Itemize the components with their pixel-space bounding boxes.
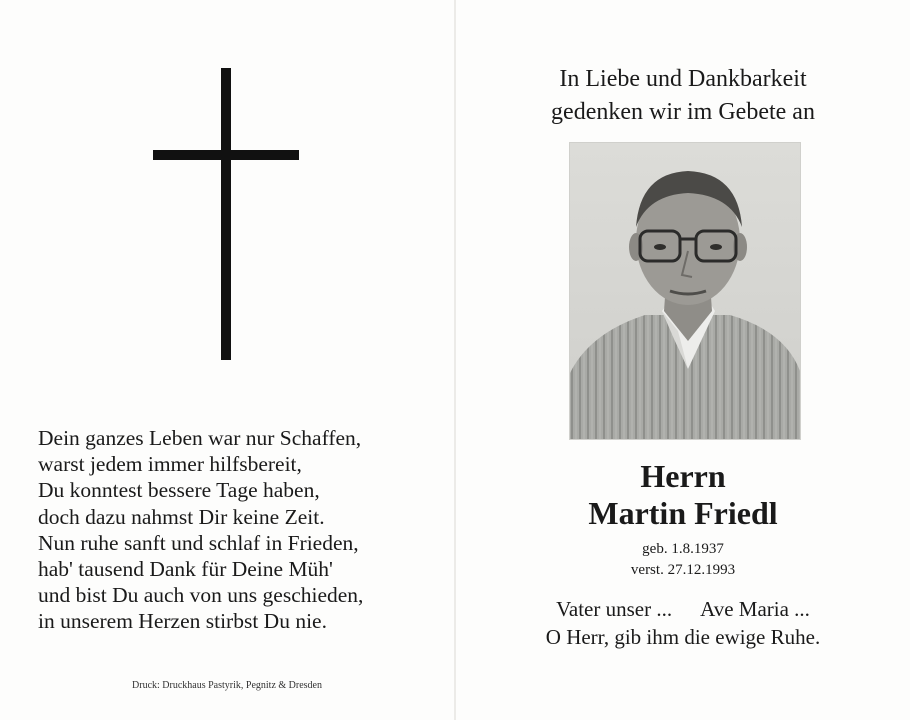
right-panel xyxy=(456,0,910,720)
prayer-vater-unser: Vater unser ... xyxy=(556,597,673,621)
poem-line: doch dazu nahmst Dir keine Zeit. xyxy=(38,504,325,529)
cross-horizontal-bar xyxy=(153,150,299,160)
intro-text xyxy=(456,63,910,129)
memorial-poem xyxy=(38,425,438,635)
poem-line: warst jedem immer hilfsbereit, xyxy=(38,452,302,477)
prayer-line-2: O Herr, gib ihm die ewige Ruhe. xyxy=(545,625,821,649)
poem-line: und bist Du auch von uns geschieden, xyxy=(38,583,364,608)
prayer-text xyxy=(456,595,910,651)
portrait-photo xyxy=(569,142,801,440)
poem-line: Dein ganzes Leben war nur Schaffen, xyxy=(38,426,362,450)
prayer-ave-maria: Ave Maria ... xyxy=(700,597,810,621)
poem-line: hab' tausend Dank für Deine Müh' xyxy=(38,557,333,582)
poem-line: Nun ruhe sanft und schlaf in Frieden, xyxy=(38,530,359,555)
birth-date: geb. 1.8.1937 xyxy=(642,541,724,557)
cross-icon xyxy=(153,68,299,360)
intro-line: In Liebe und Dankbarkeit xyxy=(559,66,807,92)
cross-vertical-bar xyxy=(221,68,231,360)
death-date: verst. 27.12.1993 xyxy=(630,562,736,578)
honorific-title: Herrn xyxy=(640,458,726,494)
printer-imprint: Druck: Druckhaus Pastyrik, Pegnitz & Dresden xyxy=(132,680,322,691)
poem-line: in unserem Herzen stirbst Du nie. xyxy=(38,609,327,634)
life-dates xyxy=(456,539,910,581)
left-panel xyxy=(0,0,454,720)
prayer-line-1 xyxy=(456,595,910,623)
portrait-illustration xyxy=(570,143,800,439)
poem-line: Du konntest bessere Tage haben, xyxy=(38,478,320,503)
intro-line: gedenken wir im Gebete an xyxy=(551,99,815,125)
deceased-name: Martin Friedl xyxy=(588,495,778,531)
